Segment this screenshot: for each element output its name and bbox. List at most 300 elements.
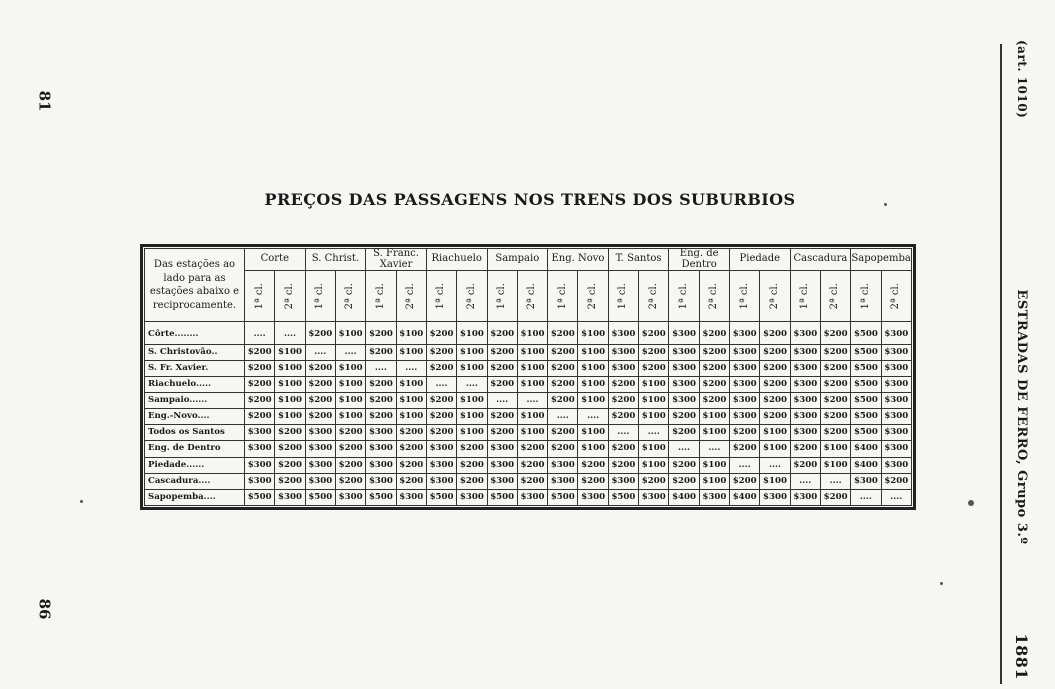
fare-cell: $200 — [578, 457, 608, 473]
fare-cell: $200 — [487, 322, 517, 345]
fare-cell: $200 — [820, 322, 850, 345]
fare-cell: .... — [608, 425, 638, 441]
class-label: 2ª cl. — [768, 282, 780, 310]
fare-cell: $200 — [305, 322, 335, 345]
fare-cell: $200 — [275, 441, 305, 457]
fare-cell: $200 — [699, 376, 729, 392]
class-header — [396, 271, 426, 322]
fare-cell: $200 — [426, 425, 456, 441]
fare-cell: $200 — [669, 425, 699, 441]
fare-cell: $100 — [699, 425, 729, 441]
fare-cell: $300 — [487, 473, 517, 489]
fare-cell: $100 — [517, 409, 547, 425]
fare-cell: $100 — [275, 344, 305, 360]
class-label: 1ª cl. — [253, 282, 265, 310]
fare-cell: $300 — [790, 393, 820, 409]
fare-cell: $200 — [639, 322, 669, 345]
fare-cell: $100 — [396, 376, 426, 392]
fare-cell: $100 — [335, 409, 365, 425]
fare-cell: $100 — [578, 344, 608, 360]
fare-cell: $300 — [487, 441, 517, 457]
class-header — [578, 271, 608, 322]
fare-cell: $200 — [548, 322, 578, 345]
corner-header-line: lado para as — [163, 272, 226, 284]
fare-cell: $200 — [699, 344, 729, 360]
table-row — [145, 457, 912, 473]
fare-cell: $200 — [245, 376, 275, 392]
fare-cell: $400 — [669, 489, 699, 505]
fare-cell: $200 — [820, 360, 850, 376]
fare-cell: $300 — [426, 441, 456, 457]
fare-cell: $300 — [305, 473, 335, 489]
fare-cell: $400 — [851, 457, 881, 473]
class-header — [426, 271, 456, 322]
fare-cell: $100 — [517, 344, 547, 360]
fare-cell: $100 — [639, 376, 669, 392]
class-header — [487, 271, 517, 322]
fare-cell: $200 — [548, 344, 578, 360]
fare-cell: $100 — [699, 409, 729, 425]
fare-cell: $300 — [790, 409, 820, 425]
fare-cell: .... — [335, 344, 365, 360]
table-row — [145, 393, 912, 409]
class-header — [457, 271, 487, 322]
fare-cell: $200 — [426, 360, 456, 376]
fare-cell: $300 — [881, 425, 911, 441]
destination-header: T. Santos — [608, 249, 669, 271]
fare-cell: $200 — [335, 457, 365, 473]
table-row — [145, 322, 912, 345]
class-header — [881, 271, 911, 322]
fare-cell: $200 — [517, 441, 547, 457]
class-label: 1ª cl. — [799, 282, 811, 310]
fare-cell: $500 — [851, 360, 881, 376]
fare-cell: $300 — [366, 457, 396, 473]
table-row — [145, 376, 912, 392]
fare-cell: $200 — [820, 376, 850, 392]
fare-cell: .... — [699, 441, 729, 457]
section-title: ESTRADAS DE FERRO, Grupo 3.º — [1014, 289, 1030, 545]
destination-header: Sapopemba — [851, 249, 912, 271]
station-name: Sampaio...... — [145, 393, 245, 409]
corner-header — [145, 249, 245, 322]
fare-cell: $200 — [608, 393, 638, 409]
class-label: 1ª cl. — [374, 282, 386, 310]
fare-cell: .... — [881, 489, 911, 505]
fare-cell: $100 — [396, 344, 426, 360]
fare-cell: $200 — [608, 441, 638, 457]
fare-cell: $300 — [487, 457, 517, 473]
class-header — [517, 271, 547, 322]
fare-cell: $200 — [275, 473, 305, 489]
fare-cell: $500 — [851, 376, 881, 392]
fare-cell: .... — [245, 322, 275, 345]
fare-cell: $500 — [366, 489, 396, 505]
station-name: Côrte........ — [145, 322, 245, 345]
fare-cell: $300 — [669, 322, 699, 345]
destination-header: Eng. de Dentro — [669, 249, 730, 271]
fare-cell: $300 — [396, 489, 426, 505]
fare-cell: $200 — [820, 344, 850, 360]
fare-cell: .... — [790, 473, 820, 489]
class-header — [699, 271, 729, 322]
corner-header-line: reciprocamente. — [152, 299, 237, 311]
fare-cell: $300 — [699, 489, 729, 505]
fare-cell: $100 — [457, 344, 487, 360]
fare-cell: $500 — [487, 489, 517, 505]
fare-cell: .... — [730, 457, 760, 473]
fare-cell: $300 — [548, 473, 578, 489]
fare-cell: $300 — [730, 393, 760, 409]
class-label: 2ª cl. — [526, 282, 538, 310]
fare-cell: $200 — [245, 360, 275, 376]
class-header — [305, 271, 335, 322]
fare-cell: $100 — [699, 473, 729, 489]
fare-cell: $200 — [881, 473, 911, 489]
fare-cell: $500 — [851, 409, 881, 425]
class-label: 2ª cl. — [586, 282, 598, 310]
fare-cell: $200 — [760, 376, 790, 392]
class-header — [760, 271, 790, 322]
fare-cell: .... — [517, 393, 547, 409]
fare-cell: $300 — [881, 441, 911, 457]
fare-table-frame — [140, 244, 916, 510]
station-name: S. Fr. Xavier. — [145, 360, 245, 376]
fare-cell: $300 — [517, 489, 547, 505]
fare-cell: $300 — [608, 322, 638, 345]
fare-cell: $100 — [578, 425, 608, 441]
station-name: S. Christovão.. — [145, 344, 245, 360]
fare-cell: $300 — [366, 425, 396, 441]
fare-cell: .... — [669, 441, 699, 457]
class-label: 1ª cl. — [738, 282, 750, 310]
side-rule — [1000, 44, 1002, 684]
fare-cell: $200 — [578, 473, 608, 489]
fare-cell: $300 — [790, 425, 820, 441]
fare-cell: $300 — [608, 473, 638, 489]
fare-cell: $200 — [639, 360, 669, 376]
class-label: 1ª cl. — [435, 282, 447, 310]
fare-cell: $300 — [730, 344, 760, 360]
fare-cell: $300 — [790, 360, 820, 376]
fare-cell: $100 — [396, 322, 426, 345]
fare-cell: $200 — [820, 425, 850, 441]
fare-cell: .... — [548, 409, 578, 425]
fare-cell: $300 — [245, 441, 275, 457]
fare-cell: $200 — [608, 457, 638, 473]
fare-cell: $200 — [820, 393, 850, 409]
fare-cell: $300 — [790, 376, 820, 392]
class-header — [335, 271, 365, 322]
fare-cell: $300 — [730, 322, 760, 345]
fare-cell: $300 — [275, 489, 305, 505]
fare-cell: $200 — [335, 425, 365, 441]
fare-cell: $300 — [245, 457, 275, 473]
fare-cell: $200 — [760, 360, 790, 376]
fare-cell: $300 — [548, 457, 578, 473]
fare-cell: .... — [639, 425, 669, 441]
fare-cell: $200 — [335, 473, 365, 489]
class-label: 1ª cl. — [617, 282, 629, 310]
class-header — [820, 271, 850, 322]
fare-cell: $100 — [457, 360, 487, 376]
fare-cell: $100 — [517, 376, 547, 392]
fare-cell: $100 — [639, 409, 669, 425]
fare-cell: $200 — [730, 473, 760, 489]
fare-cell: $200 — [548, 441, 578, 457]
fare-cell: .... — [366, 360, 396, 376]
fare-cell: .... — [820, 473, 850, 489]
fare-cell: .... — [396, 360, 426, 376]
fare-cell: $200 — [820, 409, 850, 425]
fare-cell: $300 — [790, 489, 820, 505]
fare-cell: .... — [275, 322, 305, 345]
fare-cell: $500 — [608, 489, 638, 505]
fare-cell: $300 — [608, 344, 638, 360]
table-row — [145, 344, 912, 360]
fare-cell: $200 — [487, 360, 517, 376]
station-name: Riachuelo..... — [145, 376, 245, 392]
fare-cell: .... — [305, 344, 335, 360]
fare-cell: $300 — [881, 393, 911, 409]
fare-cell: $300 — [730, 376, 760, 392]
fare-cell: $100 — [457, 393, 487, 409]
fare-cell: $500 — [851, 322, 881, 345]
station-name: Sapopemba.... — [145, 489, 245, 505]
fare-cell: $300 — [881, 376, 911, 392]
fare-cell: $300 — [851, 473, 881, 489]
corner-header-line: Das estações ao — [153, 259, 236, 270]
fare-cell: $200 — [487, 344, 517, 360]
fare-cell: $300 — [305, 425, 335, 441]
class-label: 1ª cl. — [859, 282, 871, 310]
fare-cell: $200 — [760, 409, 790, 425]
fare-cell: $200 — [669, 409, 699, 425]
fare-cell: $200 — [305, 376, 335, 392]
fare-cell: $100 — [275, 393, 305, 409]
fare-cell: $200 — [487, 425, 517, 441]
class-label: 2ª cl. — [344, 282, 356, 310]
destination-header: Eng. Novo — [548, 249, 609, 271]
fare-cell: $100 — [517, 360, 547, 376]
fare-cell: $100 — [396, 409, 426, 425]
fare-cell: $400 — [730, 489, 760, 505]
fare-cell: $200 — [457, 473, 487, 489]
fare-cell: $200 — [820, 489, 850, 505]
station-name: Eng. de Dentro — [145, 441, 245, 457]
fare-cell: $100 — [760, 473, 790, 489]
fare-cell: $500 — [548, 489, 578, 505]
fare-cell: $100 — [639, 393, 669, 409]
fare-cell: $200 — [335, 441, 365, 457]
fare-cell: $200 — [305, 360, 335, 376]
class-label: 2ª cl. — [283, 282, 295, 310]
fare-cell: $100 — [396, 393, 426, 409]
class-header — [790, 271, 820, 322]
fare-cell: $200 — [275, 457, 305, 473]
fare-cell: $200 — [245, 393, 275, 409]
class-header — [245, 271, 275, 322]
fare-cell: $200 — [517, 473, 547, 489]
class-header — [548, 271, 578, 322]
fare-cell: $100 — [275, 376, 305, 392]
fare-cell: $100 — [457, 409, 487, 425]
table-row — [145, 360, 912, 376]
fare-cell: $100 — [275, 360, 305, 376]
fare-cell: $500 — [305, 489, 335, 505]
fare-cell: $300 — [669, 344, 699, 360]
fare-cell: $200 — [760, 322, 790, 345]
page-number-bottom: 86 — [35, 598, 54, 620]
fare-cell: $200 — [396, 441, 426, 457]
fare-cell: $200 — [699, 360, 729, 376]
fare-cell: $300 — [881, 360, 911, 376]
fare-cell: $200 — [366, 393, 396, 409]
fare-cell: $200 — [275, 425, 305, 441]
fare-cell: $300 — [457, 489, 487, 505]
fare-cell: $300 — [245, 425, 275, 441]
fare-cell: $300 — [730, 409, 760, 425]
fare-cell: $200 — [669, 457, 699, 473]
fare-cell: $100 — [335, 322, 365, 345]
fare-cell: $500 — [851, 425, 881, 441]
fare-cell: $200 — [457, 441, 487, 457]
fare-cell: $100 — [578, 322, 608, 345]
fare-cell: $300 — [366, 441, 396, 457]
destination-header: Cascadura — [790, 249, 851, 271]
class-label: 1ª cl. — [556, 282, 568, 310]
fare-cell: $200 — [548, 376, 578, 392]
fare-cell: .... — [851, 489, 881, 505]
fare-cell: $300 — [790, 344, 820, 360]
fare-cell: $200 — [396, 457, 426, 473]
fare-cell: $200 — [245, 344, 275, 360]
fare-cell: $200 — [639, 344, 669, 360]
fare-cell: $300 — [639, 489, 669, 505]
fare-cell: .... — [760, 457, 790, 473]
destination-header: S. Franc. Xavier — [366, 249, 427, 271]
class-label: 2ª cl. — [465, 282, 477, 310]
fare-cell: $200 — [608, 376, 638, 392]
destination-header: Riachuelo — [426, 249, 487, 271]
fare-cell: $100 — [578, 360, 608, 376]
fare-cell: $200 — [730, 425, 760, 441]
running-header — [1007, 40, 1037, 680]
station-name: Cascadura.... — [145, 473, 245, 489]
class-label: 1ª cl. — [495, 282, 507, 310]
class-label: 2ª cl. — [647, 282, 659, 310]
fare-cell: $200 — [487, 409, 517, 425]
fare-cell: $500 — [426, 489, 456, 505]
fare-cell: $300 — [881, 457, 911, 473]
table-row — [145, 409, 912, 425]
fare-cell: $100 — [335, 393, 365, 409]
class-label: 1ª cl. — [314, 282, 326, 310]
station-name: Eng.-Novo.... — [145, 409, 245, 425]
fare-cell: $200 — [548, 425, 578, 441]
fare-cell: $200 — [426, 409, 456, 425]
fare-cell: $200 — [699, 322, 729, 345]
fare-cell: $100 — [760, 425, 790, 441]
corner-header-line: estações abaixo e — [149, 286, 240, 297]
station-name: Todos os Santos — [145, 425, 245, 441]
destination-header: S. Christ. — [305, 249, 366, 271]
fare-cell: $200 — [517, 457, 547, 473]
fare-cell: $300 — [305, 457, 335, 473]
class-header — [639, 271, 669, 322]
fare-cell: $100 — [457, 322, 487, 345]
class-header — [669, 271, 699, 322]
fare-cell: $200 — [366, 409, 396, 425]
fare-cell: $200 — [366, 344, 396, 360]
fare-cell: $200 — [760, 393, 790, 409]
fare-cell: $100 — [639, 457, 669, 473]
class-header — [608, 271, 638, 322]
fare-cell: $300 — [669, 376, 699, 392]
fare-cell: $100 — [335, 360, 365, 376]
fare-cell: $400 — [851, 441, 881, 457]
class-label: 2ª cl. — [404, 282, 416, 310]
year: 1881 — [1012, 633, 1032, 680]
fare-cell: $200 — [548, 393, 578, 409]
table-row — [145, 489, 912, 505]
fare-cell: $300 — [881, 409, 911, 425]
fare-cell: .... — [457, 376, 487, 392]
fare-cell: $100 — [335, 376, 365, 392]
class-header — [851, 271, 881, 322]
fare-cell: $200 — [396, 425, 426, 441]
fare-cell: $100 — [639, 441, 669, 457]
fare-cell: $200 — [426, 322, 456, 345]
station-name: Piedade...... — [145, 457, 245, 473]
fare-cell: $300 — [305, 441, 335, 457]
fare-cell: $300 — [245, 473, 275, 489]
table-title: PREÇOS DAS PASSAGENS NOS TRENS DOS SUBURBIOS — [264, 190, 796, 209]
fare-cell: .... — [487, 393, 517, 409]
class-label: 2ª cl. — [890, 282, 902, 310]
fare-cell: $100 — [820, 457, 850, 473]
fare-cell: $200 — [730, 441, 760, 457]
table-row — [145, 473, 912, 489]
fare-cell: $300 — [881, 322, 911, 345]
fare-cell: .... — [578, 409, 608, 425]
fare-cell: $200 — [790, 457, 820, 473]
fare-cell: $200 — [245, 409, 275, 425]
fare-cell: $300 — [426, 473, 456, 489]
fare-cell: $200 — [366, 322, 396, 345]
page-number-top: 81 — [35, 90, 54, 112]
fare-cell: $200 — [639, 473, 669, 489]
fare-cell: $200 — [669, 473, 699, 489]
class-label: 1ª cl. — [677, 282, 689, 310]
fare-cell: $200 — [366, 376, 396, 392]
class-header — [275, 271, 305, 322]
fare-cell: $200 — [457, 457, 487, 473]
class-label: 2ª cl. — [708, 282, 720, 310]
fare-cell: $200 — [396, 473, 426, 489]
fare-cell: $300 — [790, 322, 820, 345]
fare-cell: $100 — [820, 441, 850, 457]
fare-cell: $100 — [578, 441, 608, 457]
table-row — [145, 425, 912, 441]
fare-cell: $300 — [578, 489, 608, 505]
fare-cell: $100 — [517, 425, 547, 441]
fare-cell: $500 — [851, 344, 881, 360]
fare-cell: $200 — [699, 393, 729, 409]
class-label: 2ª cl. — [829, 282, 841, 310]
fare-cell: $100 — [699, 457, 729, 473]
fare-cell: $300 — [669, 360, 699, 376]
